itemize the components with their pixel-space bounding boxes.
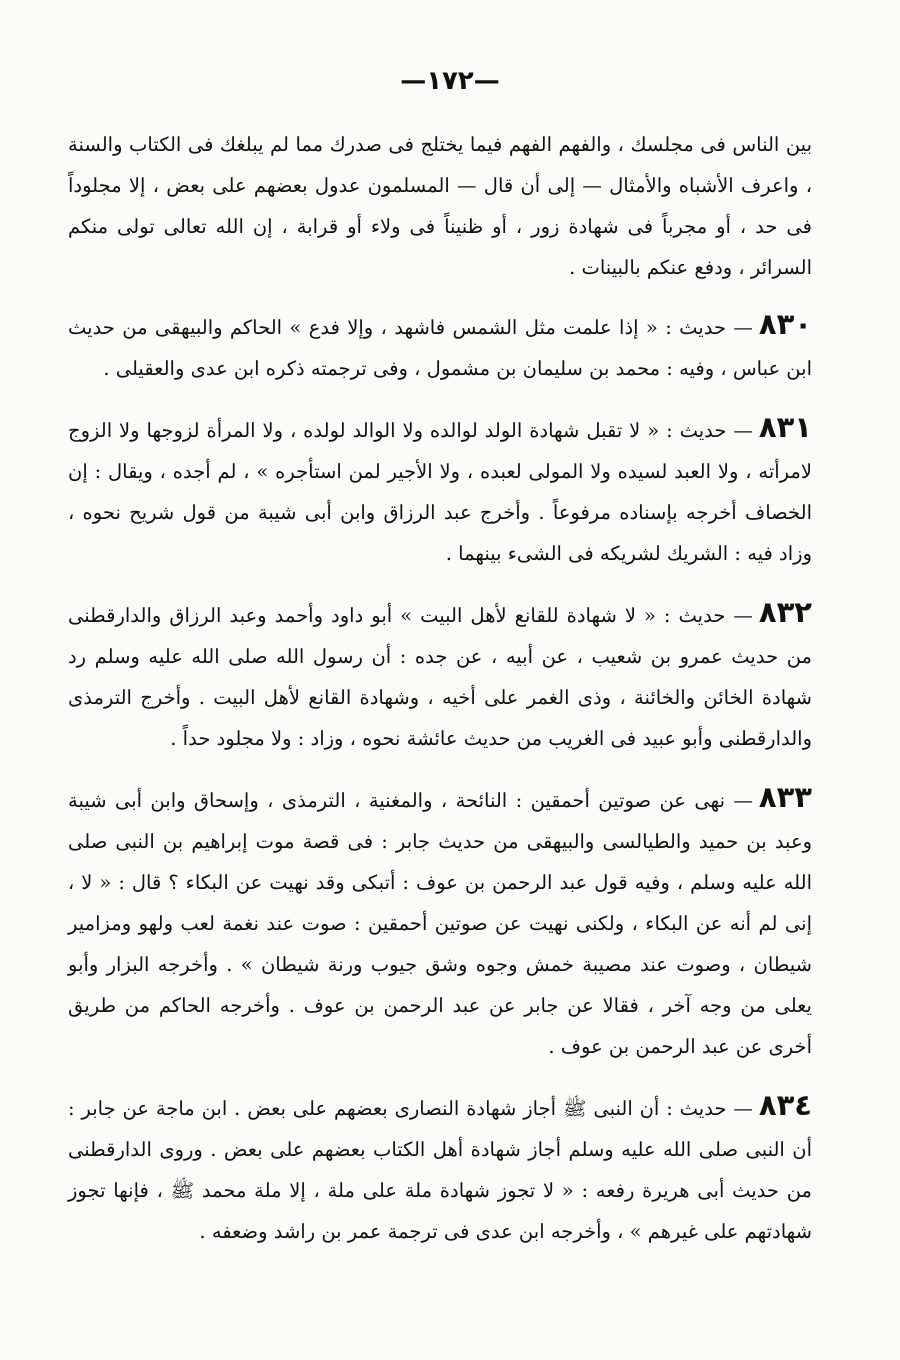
paragraph-833 (68, 777, 812, 1067)
paragraph-832 (68, 592, 812, 759)
entry-number: ٨٣٤ (758, 1088, 812, 1122)
page-number: —١٧٢— (400, 66, 500, 96)
paragraph-text: — حديث : « إذا علمت مثل الشمس فاشهد ، وإلا فدع » الحاكم والبيهقى من حديث ابن عباس ، وفيه : محمد بن سليمان بن مشمول ، وفى ترجمته ذكره ابن عدى والعقيلى . (68, 316, 812, 380)
paragraph-831 (68, 407, 812, 574)
entry-number: ٨٣٢ (758, 595, 812, 629)
paragraph-text: — حديث : « لا شهادة للقانع لأهل البيت » أبو داود وأحمد وعبد الرزاق والدارقطنى من حديث عمرو بن شعيب ، عن أبيه ، عن جده : أن رسول الله صلى الله عليه وسلم رد شهادة الخائن والخائنة ، وذى الغمر على أخيه ، وشهادة القانع لأهل البيت . وأخرج الترمذى والدارقطنى وأبو عبيد فى الغريب من حديث عائشة نحوه ، وزاد : ولا مجلود حداً . (68, 604, 812, 750)
body-text (68, 124, 812, 1270)
paragraph-text: — حديث : « لا تقبل شهادة الولد لوالده ولا الوالد لولده ، ولا المرأة لزوجها ولا الزوج لامرأته ، ولا العبد لسيده ولا المولى لعبده ، ولا الأجير لمن استأجره » ، لم أجده ، ويقال : إن الخصاف أخرجه بإسناده مرفوعاً . وأخرج عبد الرزاق وابن أبى شيبة من قول شريح نحوه ، وزاد فيه : الشريك لشريكه فى الشىء بينهما . (68, 419, 812, 565)
paragraph-text: — حديث : أن النبى ﷺ أجاز شهادة النصارى بعضهم على بعض . ابن ماجة عن جابر : أن النبى صلى الله عليه وسلم أجاز شهادة أهل الكتاب بعضهم على بعض . وروى الدارقطنى من حديث أبى هريرة رفعه : « لا تجوز شهادة ملة على ملة ، إلا ملة محمد ﷺ ، فإنها تجوز شهادتهم على غيرهم » ، وأخرجه ابن عدى فى ترجمة عمر بن راشد وضعفه . (68, 1097, 812, 1243)
paragraph-continuation (68, 124, 812, 288)
entry-number: ٨٣٠ (758, 307, 812, 341)
paragraph-text: — نهى عن صوتين أحمقين : النائحة ، والمغنية ، الترمذى ، وإسحاق وابن أبى شيبة وعبد بن حميد والطيالسى والبيهقى من حديث جابر : فى قصة موت إبراهيم بن النبى صلى الله عليه وسلم ، وفيه قول عبد الرحمن بن عوف : أتبكى وقد نهيت عن البكاء ؟ قال : « لا ، إنى لم أنه عن البكاء ، ولكنى نهيت عن صوتين أحمقين : صوت عند نغمة لعب ولهو ومزامير شيطان ، وصوت عند مصيبة خمش وجوه وشق جيوب ورنة شيطان » . وأخرجه البزار وأبو يعلى من وجه آخر ، فقالا عن جابر عن عبد الرحمن بن عوف . وأخرجه الحاكم من طريق أخرى عن عبد الرحمن بن عوف . (68, 789, 812, 1058)
paragraph-834 (68, 1085, 812, 1252)
entry-number: ٨٣٣ (758, 780, 812, 814)
paragraph-text: بين الناس فى مجلسك ، والفهم الفهم فيما يختلج فى صدرك مما لم يبلغك فى الكتاب والسنة ، واعرف الأشباه والأمثال — إلى أن قال — المسلمون عدول بعضهم على بعض ، إلا مجلوداً فى حد ، أو مجرباً فى شهادة زور ، أو ظنيناً فى ولاء أو قرابة ، إن الله تعالى تولى منكم السرائر ، ودفع عنكم بالبينات . (68, 133, 812, 279)
entry-number: ٨٣١ (758, 410, 812, 444)
paragraph-830 (68, 304, 812, 389)
